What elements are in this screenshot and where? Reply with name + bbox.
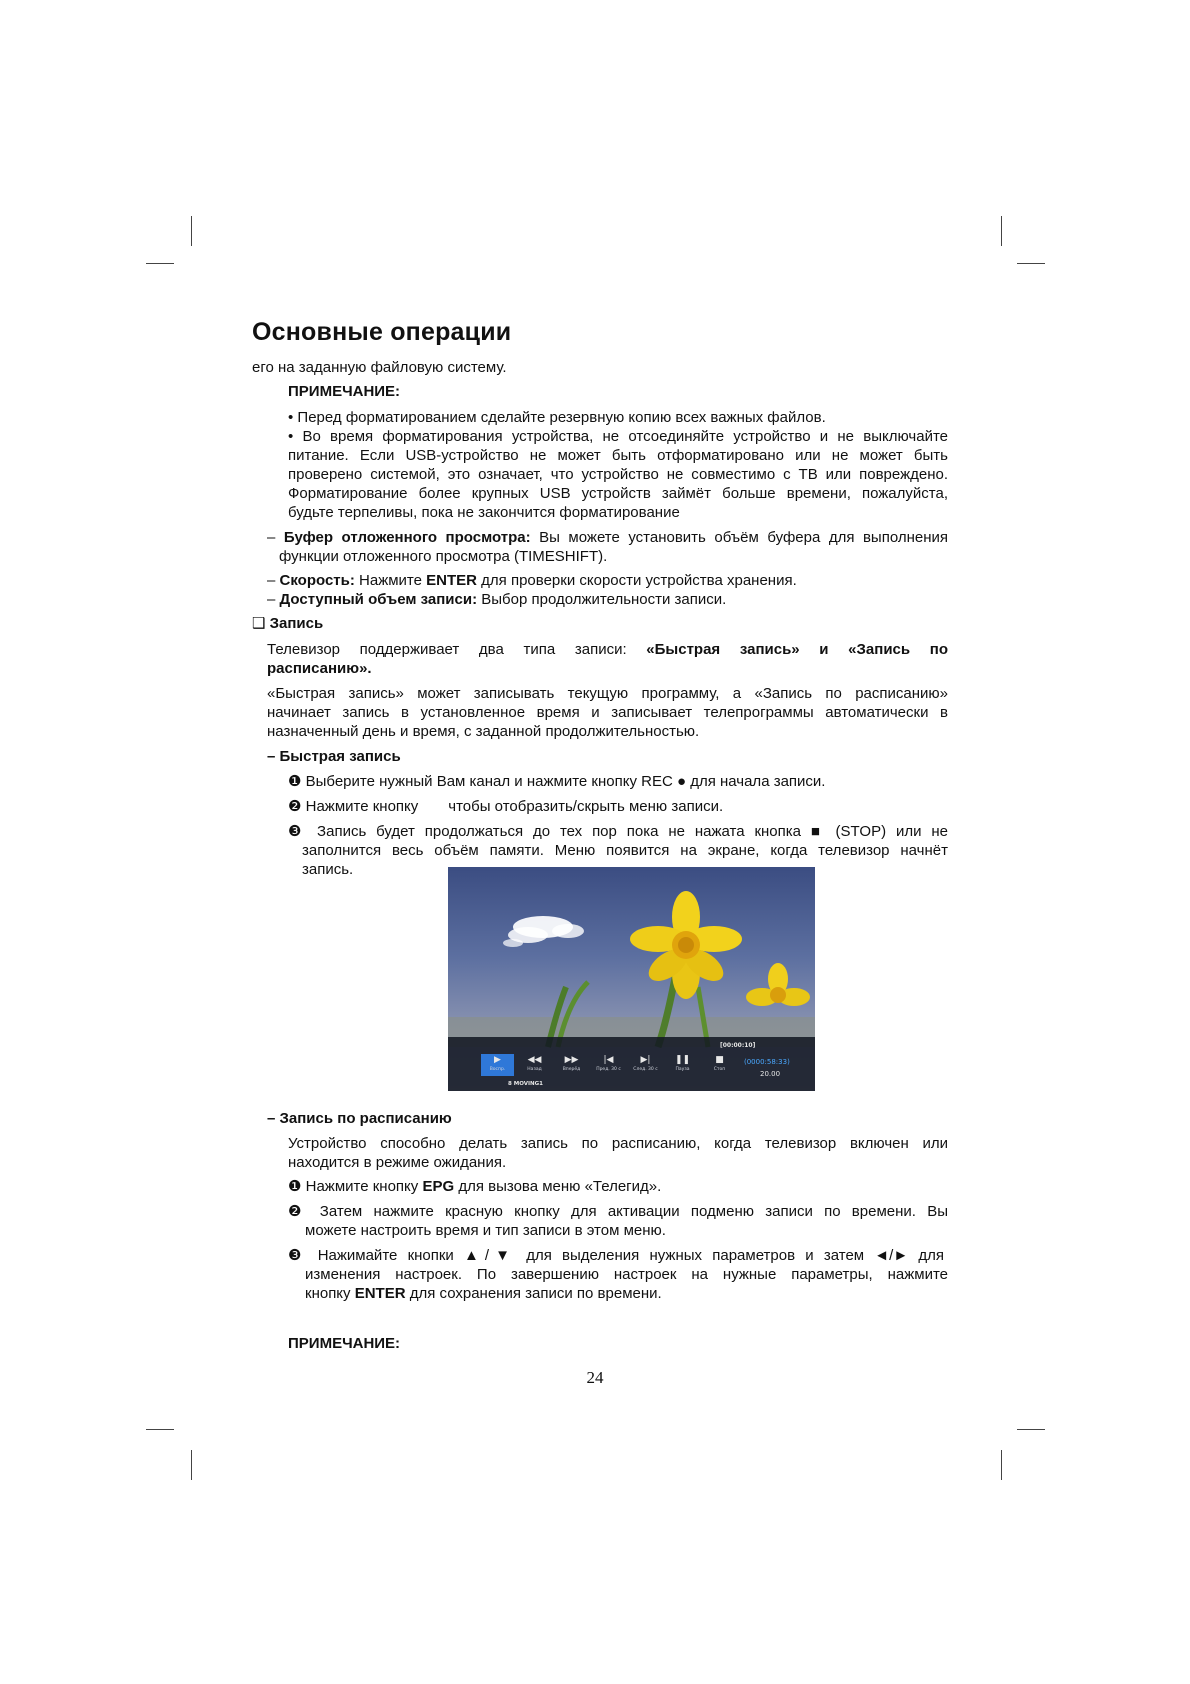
paragraph-line: Устройство способно делать запись по расписанию, когда телевизор включен или bbox=[288, 1135, 948, 1152]
bold-text: «Быстрая запись» и «Запись по bbox=[646, 641, 948, 658]
step-item bbox=[288, 797, 723, 816]
rewind-icon: ◀◀ bbox=[527, 1055, 542, 1065]
channel-name: 8 MOVING1 bbox=[508, 1081, 543, 1087]
recording-osd-panel bbox=[448, 1037, 815, 1091]
skip-back-label: Пред. 30 с bbox=[596, 1067, 621, 1072]
step-item-line: запись. bbox=[302, 861, 354, 878]
stop-label: Стоп bbox=[713, 1067, 726, 1072]
enter-key-label: ENTER bbox=[426, 572, 477, 589]
step-text: чтобы отобразить/скрыть меню записи. bbox=[448, 798, 724, 815]
step-item: ❶ Выберите нужный Вам канал и нажмите кнопку REC ● для начала записи. bbox=[288, 773, 826, 790]
crop-mark bbox=[191, 1450, 192, 1480]
step-item bbox=[288, 1177, 661, 1196]
crop-mark bbox=[1017, 1429, 1045, 1430]
step-text: для сохранения записи по времени. bbox=[409, 1285, 662, 1302]
buffer-option bbox=[267, 528, 948, 547]
play-button[interactable] bbox=[481, 1054, 514, 1076]
pause-label: Пауза bbox=[675, 1067, 690, 1072]
step-item-line: заполнится весь объём памяти. Меню появится на экране, когда телевизор начнёт bbox=[302, 842, 948, 859]
clock: 20.00 bbox=[760, 1070, 781, 1078]
skip-back-icon: |◀ bbox=[603, 1055, 614, 1065]
pause-icon: ❚❚ bbox=[674, 1055, 691, 1065]
subsection-heading bbox=[267, 747, 401, 766]
section-heading-text: Запись bbox=[269, 615, 324, 632]
volume-option-label: Доступный объем записи: bbox=[279, 591, 478, 608]
crop-mark bbox=[1001, 1450, 1002, 1480]
note-heading: ПРИМЕЧАНИЕ: bbox=[288, 383, 401, 400]
step-text: ❶ Нажмите кнопку bbox=[288, 1178, 419, 1195]
page-number: 24 bbox=[586, 1368, 604, 1387]
step-item: ❷ Затем нажмите красную кнопку для активации подменю записи по времени. Вы bbox=[288, 1203, 948, 1220]
rewind-button[interactable] bbox=[518, 1054, 551, 1076]
buffer-option-text: Вы можете установить объём буфера для выполнения bbox=[539, 529, 948, 546]
fast-forward-label: Вперёд bbox=[562, 1067, 581, 1072]
note-line: будьте терпеливы, пока не закончится форматирование bbox=[288, 504, 680, 521]
step-item: ❸ Нажимайте кнопки ▲/▼ для выделения нужных параметров и затем ◄/► для bbox=[288, 1247, 944, 1264]
paragraph-line: его на заданную файловую систему. bbox=[252, 359, 507, 376]
paragraph-line bbox=[267, 640, 948, 659]
volume-option bbox=[267, 590, 726, 609]
crop-mark bbox=[1001, 216, 1002, 246]
enter-key-label: ENTER bbox=[354, 1285, 406, 1302]
dash: – bbox=[267, 748, 276, 765]
paragraph-line: находится в режиме ожидания. bbox=[288, 1154, 507, 1171]
pause-button[interactable] bbox=[666, 1054, 699, 1076]
remaining-time: (0000:58:33) bbox=[744, 1058, 790, 1066]
epg-key-label: EPG bbox=[422, 1178, 455, 1195]
section-heading-record bbox=[252, 614, 323, 633]
fast-forward-icon: ▶▶ bbox=[564, 1055, 579, 1065]
tv-recording-screenshot bbox=[448, 867, 815, 1091]
paragraph-line: «Быстрая запись» может записывать текущую программу, а «Запись по расписанию» bbox=[267, 685, 948, 702]
play-icon: ▶ bbox=[494, 1055, 501, 1065]
speed-option-text: Нажмите bbox=[359, 572, 422, 589]
subsection-heading-text: Быстрая запись bbox=[279, 748, 401, 765]
skip-back-button[interactable] bbox=[592, 1054, 625, 1076]
text: Телевизор поддерживает два типа записи: bbox=[267, 641, 627, 658]
buffer-option-label: Буфер отложенного просмотра: bbox=[283, 529, 531, 546]
stop-icon: ■ bbox=[715, 1055, 724, 1065]
note-line: проверено системой, это означает, что устройство не совместимо с ТВ или повреждено. bbox=[288, 466, 948, 483]
crop-mark bbox=[146, 1429, 174, 1430]
fast-forward-button[interactable] bbox=[555, 1054, 588, 1076]
step-item-line: изменения настроек. По завершению настроек на нужные параметры, нажмите bbox=[305, 1266, 948, 1283]
note-line: питание. Если USB-устройство не может быть отформатировано или не может быть bbox=[288, 447, 948, 464]
step-item: ❸ Запись будет продолжаться до тех пор пока не нажата кнопка ■ (STOP) или не bbox=[288, 823, 948, 840]
dash: – bbox=[267, 529, 276, 546]
step-item-line bbox=[305, 1284, 662, 1303]
paragraph-line: расписанию». bbox=[267, 660, 372, 677]
step-item-line: можете настроить время и тип записи в этом меню. bbox=[305, 1222, 666, 1239]
step-text: ❷ Нажмите кнопку bbox=[288, 798, 419, 815]
subsection-heading: – Запись по расписанию bbox=[267, 1110, 452, 1127]
paragraph-line: назначенный день и время, с заданной продолжительностью. bbox=[267, 723, 700, 740]
checkbox-icon: ❑ bbox=[252, 615, 266, 632]
skip-forward-label: След. 30 с bbox=[633, 1067, 658, 1072]
speed-option bbox=[267, 571, 797, 590]
crop-mark bbox=[1017, 263, 1045, 264]
crop-mark bbox=[191, 216, 192, 246]
skip-forward-icon: ▶| bbox=[640, 1055, 651, 1065]
dash: – bbox=[267, 572, 276, 589]
play-label: Воспр. bbox=[489, 1067, 506, 1072]
rewind-label: Назад bbox=[527, 1067, 542, 1072]
note-line: • Перед форматированием сделайте резервную копию всех важных файлов. bbox=[288, 409, 826, 426]
skip-forward-button[interactable] bbox=[629, 1054, 662, 1076]
paragraph-line: начинает запись в установленное время и записывает телепрограммы автоматически в bbox=[267, 704, 948, 721]
elapsed-time: [00:00:10] bbox=[720, 1042, 756, 1049]
step-text: кнопку bbox=[305, 1285, 351, 1302]
note-heading: ПРИМЕЧАНИЕ: bbox=[288, 1335, 401, 1352]
speed-option-label: Скорость: bbox=[279, 572, 355, 589]
page-title: Основные операции bbox=[252, 318, 512, 346]
dash: – bbox=[267, 591, 276, 608]
step-text: для вызова меню «Телегид». bbox=[458, 1178, 662, 1195]
note-line: • Во время форматирования устройства, не отсоединяйте устройство и не выключайте bbox=[288, 428, 948, 445]
speed-option-text: для проверки скорости устройства хранения. bbox=[481, 572, 797, 589]
buffer-option-line: функции отложенного просмотра (TIMESHIFT). bbox=[279, 548, 608, 565]
crop-mark bbox=[146, 263, 174, 264]
volume-option-text: Выбор продолжительности записи. bbox=[481, 591, 727, 608]
note-line: Форматирование более крупных USB устройств займёт больше времени, пожалуйста, bbox=[288, 485, 948, 502]
stop-button[interactable] bbox=[703, 1054, 736, 1076]
